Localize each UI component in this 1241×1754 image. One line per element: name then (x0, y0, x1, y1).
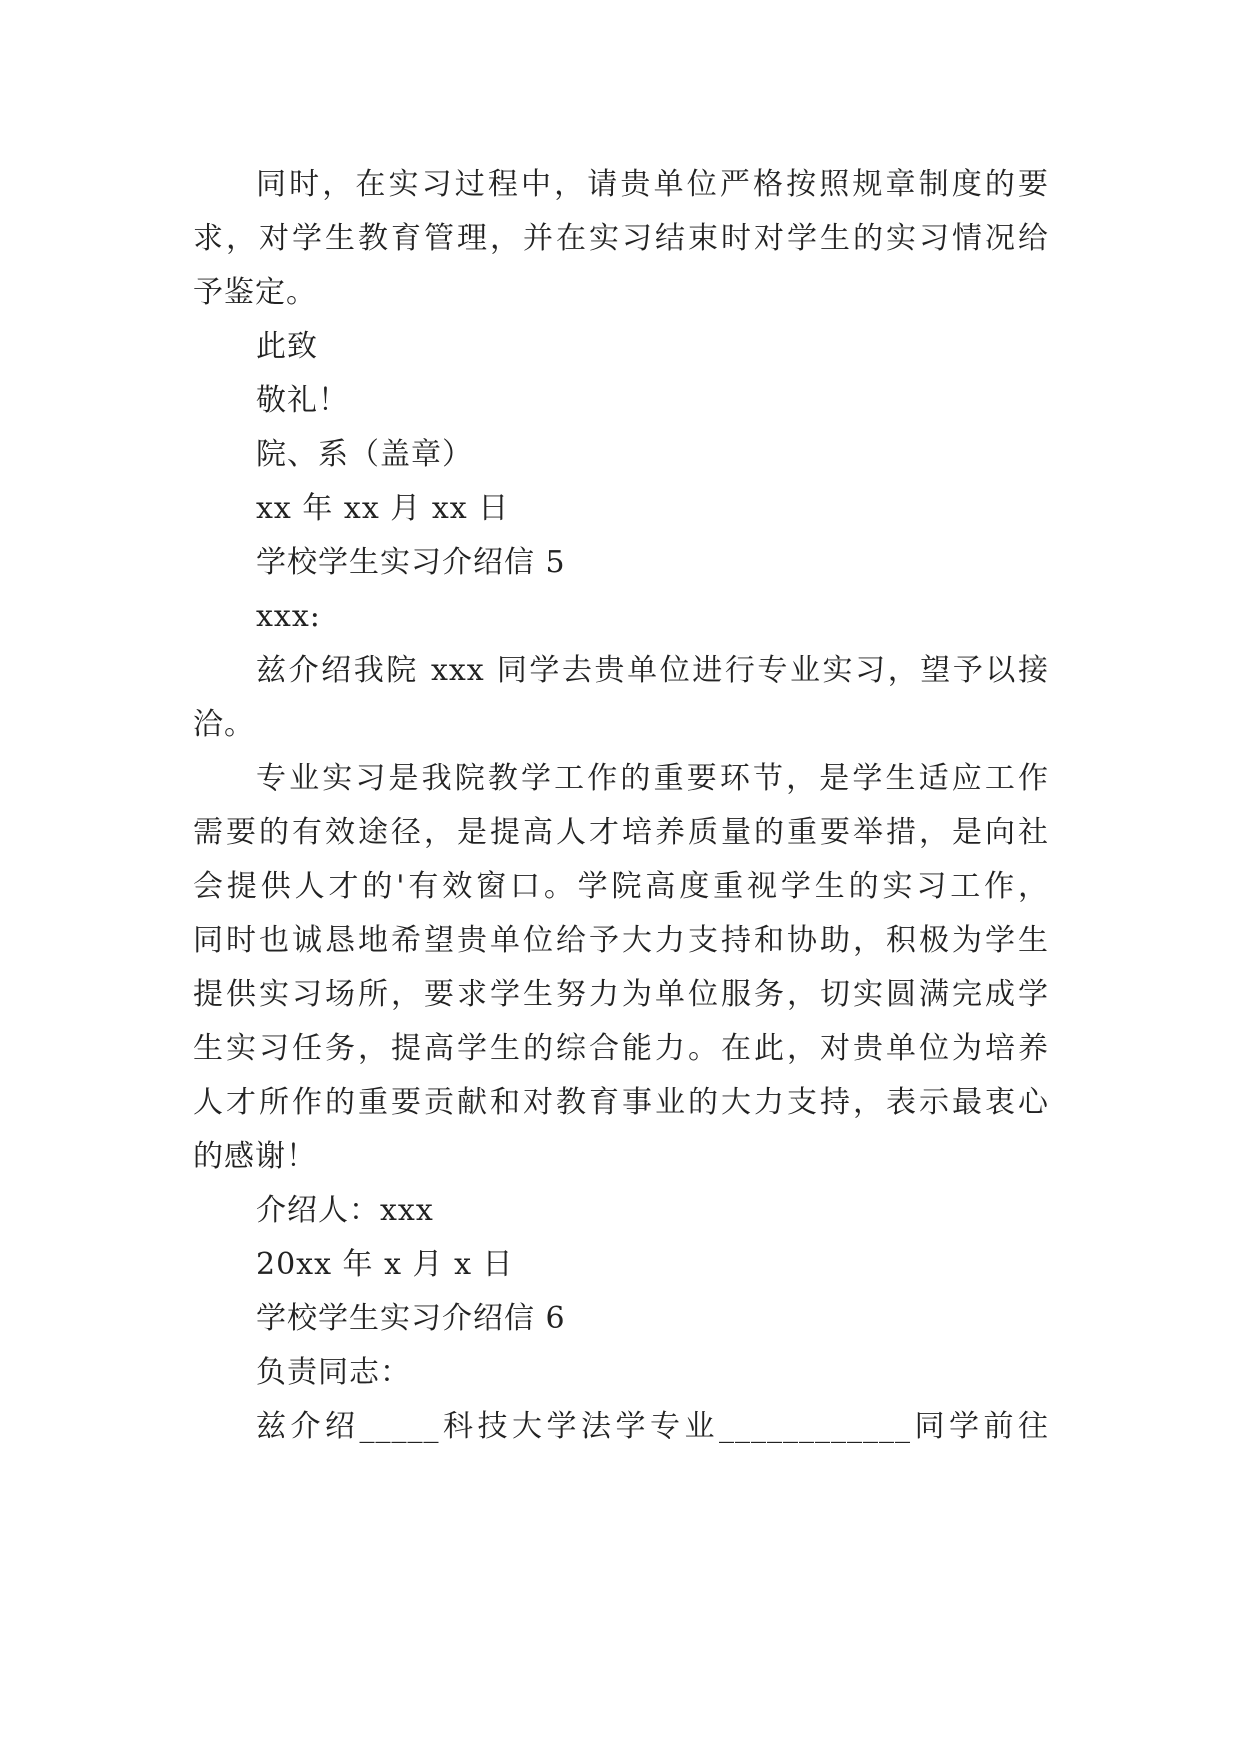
paragraph-line: 的感谢！ (193, 1139, 317, 1174)
paragraph-line: 兹介绍我院 xxx 同学去贵单位进行专业实习，望予以接 (256, 653, 1049, 688)
paragraph-line: 生实习任务，提高学生的综合能力。在此，对贵单位为培养 (193, 1031, 1049, 1066)
paragraph-line: 人才所作的重要贡献和对教育事业的大力支持，表示最衷心 (193, 1085, 1049, 1120)
salutation-line: 此致 (256, 329, 318, 364)
signature-line: 院、系（盖章） (256, 437, 473, 472)
paragraph-line: 兹介绍_____科技大学法学专业____________同学前往 (256, 1409, 1049, 1444)
paragraph-line: 同时也诚恳地希望贵单位给予大力支持和协助，积极为学生 (193, 923, 1049, 958)
paragraph-line: 需要的有效途径，是提高人才培养质量的重要举措，是向社 (193, 815, 1049, 850)
recipient-line: 负责同志： (256, 1355, 411, 1390)
paragraph-line: 洽。 (193, 707, 255, 742)
paragraph-line: 求，对学生教育管理，并在实习结束时对学生的实习情况给 (193, 221, 1049, 256)
paragraph-line: 会提供人才的'有效窗口。学院高度重视学生的实习工作， (193, 869, 1049, 904)
signature-line: 介绍人：xxx (256, 1193, 434, 1228)
paragraph-line: 专业实习是我院教学工作的重要环节，是学生适应工作 (256, 761, 1049, 796)
recipient-line: xxx: (256, 599, 321, 634)
salutation-line: 敬礼！ (256, 383, 349, 418)
section-title: 学校学生实习介绍信 5 (256, 545, 566, 580)
paragraph-line: 提供实习场所，要求学生努力为单位服务，切实圆满完成学 (193, 977, 1049, 1012)
section-title: 学校学生实习介绍信 6 (256, 1301, 566, 1336)
date-line: xx 年 xx 月 xx 日 (256, 491, 510, 526)
date-line: 20xx 年 x 月 x 日 (256, 1247, 514, 1282)
paragraph-line: 同时，在实习过程中，请贵单位严格按照规章制度的要 (256, 167, 1049, 202)
paragraph-line: 予鉴定。 (193, 275, 317, 310)
